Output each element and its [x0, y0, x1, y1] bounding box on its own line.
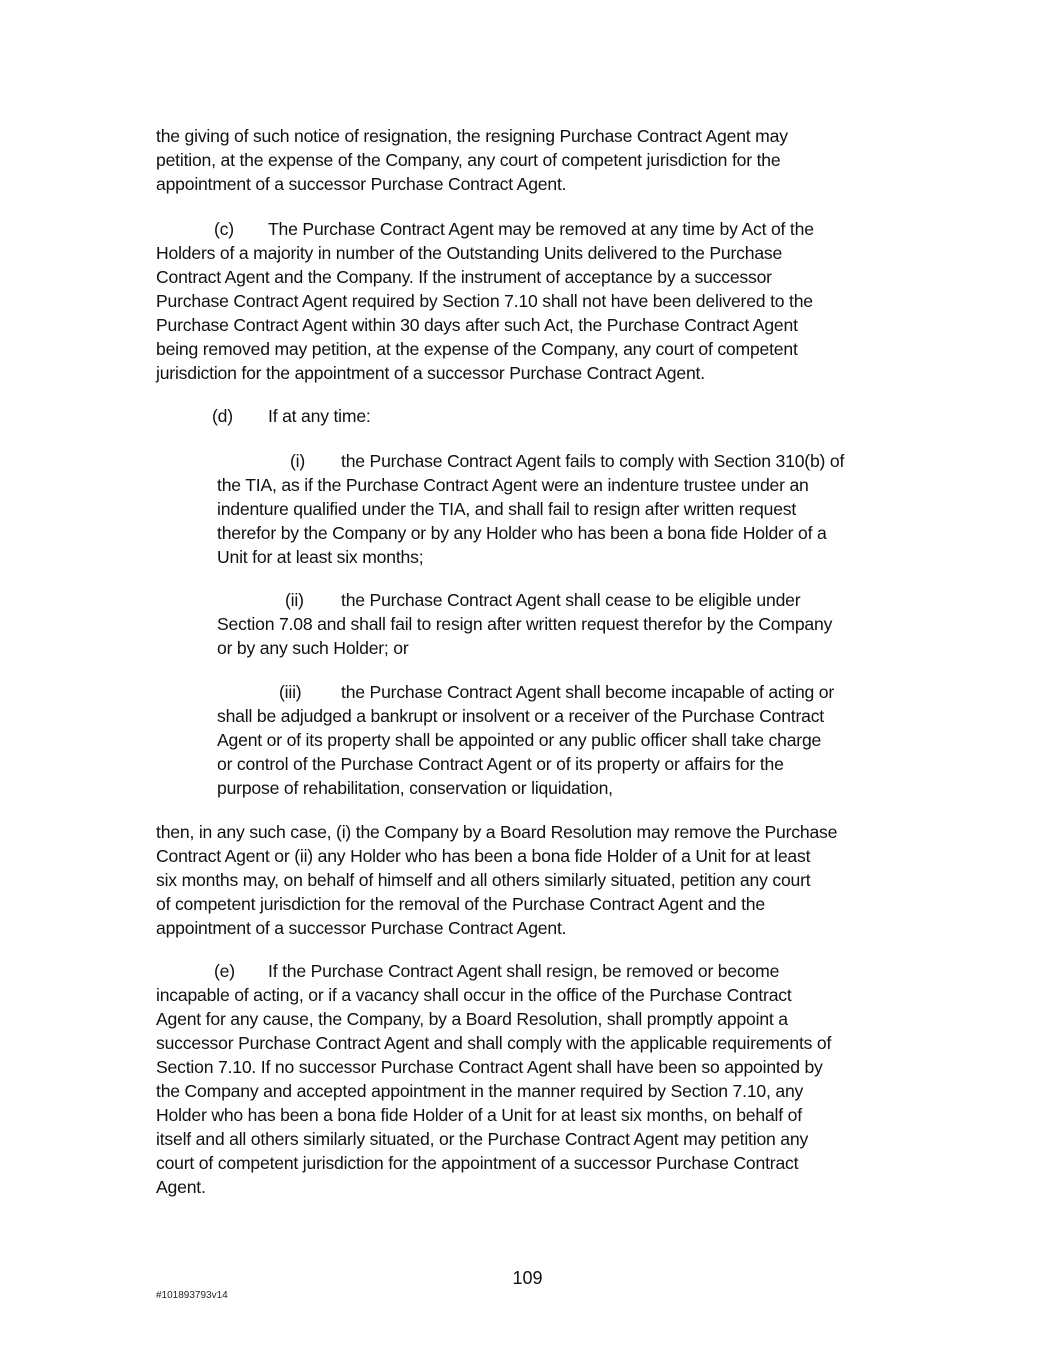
text-line: purpose of rehabilitation, conservation or liquidation, — [217, 778, 613, 798]
text-line: or by any such Holder; or — [217, 638, 409, 658]
text-line: of competent jurisdiction for the removal of the Purchase Contract Agent and the — [156, 894, 765, 914]
text-line: or control of the Purchase Contract Agent or of its property or affairs for the — [217, 754, 784, 774]
text-line — [156, 217, 896, 241]
text-line: itself and all others similarly situated, or the Purchase Contract Agent may petition any — [156, 1129, 809, 1149]
clause-ii — [217, 588, 907, 660]
paragraph-intro — [156, 124, 896, 196]
text-line — [217, 449, 907, 473]
clause-marker: (iii) — [279, 682, 302, 702]
text-line: Contract Agent and the Company. If the instrument of acceptance by a successor — [156, 267, 772, 287]
text-line: being removed may petition, at the expense of the Company, any court of competent — [156, 339, 798, 359]
clause-i — [217, 449, 907, 569]
page-number: 109 — [512, 1268, 543, 1288]
text-line: then, in any such case, (i) the Company by a Board Resolution may remove the Purchase — [156, 822, 838, 842]
clause-iii — [217, 680, 907, 800]
text-line — [217, 588, 907, 612]
text-line: the giving of such notice of resignation, the resigning Purchase Contract Agent may — [156, 126, 788, 146]
clause-marker: (i) — [290, 451, 306, 471]
text-line — [217, 680, 907, 704]
text-run: the Purchase Contract Agent shall become incapable of acting or — [341, 682, 835, 702]
text-line: Holders of a majority in number of the Outstanding Units delivered to the Purchase — [156, 243, 783, 263]
text-line: Section 7.10. If no successor Purchase Contract Agent shall have been so appointed by — [156, 1057, 823, 1077]
paragraph-marker: (d) — [212, 406, 233, 426]
text-line: successor Purchase Contract Agent and shall comply with the applicable requirements of — [156, 1033, 832, 1053]
text-line: court of competent jurisdiction for the appointment of a successor Purchase Contract — [156, 1153, 799, 1173]
text-run: the Purchase Contract Agent fails to comply with Section 310(b) of — [341, 451, 845, 471]
text-line: Agent for any cause, the Company, by a Board Resolution, shall promptly appoint a — [156, 1009, 788, 1029]
text-run: the Purchase Contract Agent shall cease to be eligible under — [341, 590, 801, 610]
paragraph-e — [156, 959, 896, 1199]
text-line: Purchase Contract Agent required by Section 7.10 shall not have been delivered to the — [156, 291, 813, 311]
text-line: Agent or of its property shall be appointed or any public officer shall take charge — [217, 730, 822, 750]
document-id: #101893793v14 — [156, 1290, 228, 1301]
text-line: incapable of acting, or if a vacancy shall occur in the office of the Purchase Contract — [156, 985, 792, 1005]
text-line: Purchase Contract Agent within 30 days after such Act, the Purchase Contract Agent — [156, 315, 798, 335]
text-line: shall be adjudged a bankrupt or insolvent or a receiver of the Purchase Contract — [217, 706, 824, 726]
text-line — [156, 404, 896, 428]
paragraph-d — [156, 404, 896, 428]
text-line: appointment of a successor Purchase Contract Agent. — [156, 174, 567, 194]
clause-marker: (ii) — [285, 590, 304, 610]
text-line: Holder who has been a bona fide Holder of a Unit for at least six months, on behalf of — [156, 1105, 802, 1125]
text-line: the TIA, as if the Purchase Contract Agent were an indenture trustee under an — [217, 475, 809, 495]
text-line: Contract Agent or (ii) any Holder who has been a bona fide Holder of a Unit for at least — [156, 846, 811, 866]
text-line: Section 7.08 and shall fail to resign after written request therefor by the Company — [217, 614, 833, 634]
text-run: If at any time: — [268, 406, 371, 426]
text-line: therefor by the Company or by any Holder who has been a bona fide Holder of a — [217, 523, 827, 543]
paragraph-marker: (e) — [214, 961, 235, 981]
text-line: Agent. — [156, 1177, 206, 1197]
text-line: petition, at the expense of the Company, any court of competent jurisdiction for the — [156, 150, 781, 170]
text-line: Unit for at least six months; — [217, 547, 424, 567]
paragraph-then — [156, 820, 896, 940]
text-line: six months may, on behalf of himself and all others similarly situated, petition any court — [156, 870, 811, 890]
text-line: jurisdiction for the appointment of a successor Purchase Contract Agent. — [156, 363, 705, 383]
text-line: the Company and accepted appointment in the manner required by Section 7.10, any — [156, 1081, 804, 1101]
paragraph-marker: (c) — [214, 219, 234, 239]
text-line — [156, 959, 896, 983]
text-run: The Purchase Contract Agent may be removed at any time by Act of the — [268, 219, 814, 239]
text-run: If the Purchase Contract Agent shall resign, be removed or become — [268, 961, 780, 981]
text-line: appointment of a successor Purchase Contract Agent. — [156, 918, 567, 938]
text-line: indenture qualified under the TIA, and shall fail to resign after written request — [217, 499, 797, 519]
paragraph-c — [156, 217, 896, 385]
